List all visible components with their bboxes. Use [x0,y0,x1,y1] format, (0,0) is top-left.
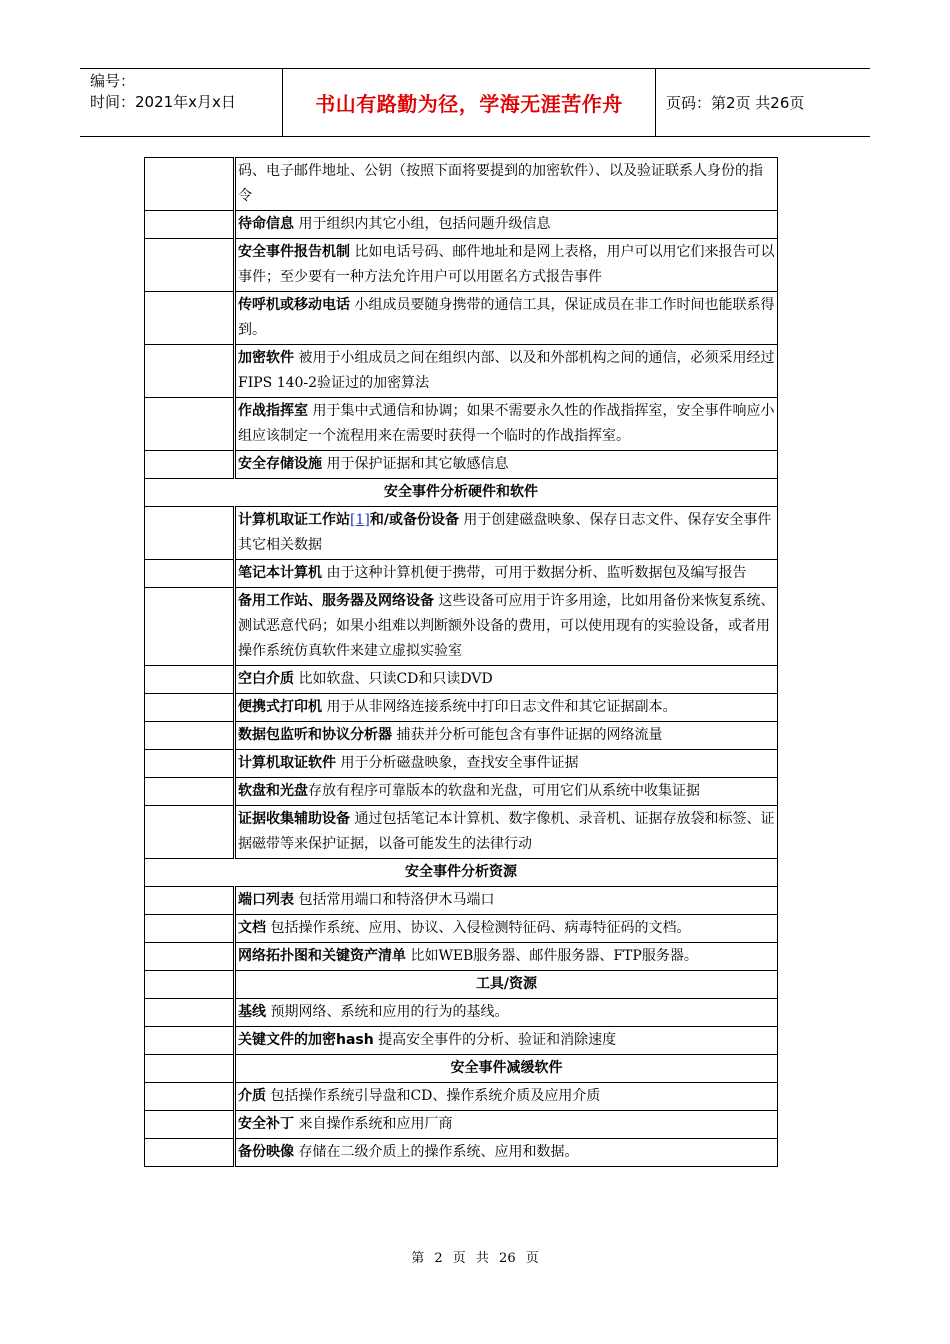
row-desc-text: 包括操作系统、应用、协议、入侵检测特征码、病毒特征码的文档。 [266,920,691,936]
row-term: 计算机取证软件 [238,755,336,771]
row-desc-text: 预期网络、系统和应用的行为的基线。 [266,1004,509,1020]
row-term: 安全补丁 [238,1116,294,1132]
section-title: 安全事件减缓软件 [235,1055,778,1083]
row-desc-text: 码、电子邮件地址、公钥（按照下面将要提到的加密软件）、以及验证联系人身份的指令 [238,163,763,204]
code-label: 编号： [90,72,136,90]
table-row [145,778,778,806]
row-term: 待命信息 [238,216,294,232]
row-desc-text: 用于集中式通信和协调；如果不需要永久性的作战指挥室，安全事件响应小组应该制定一个流程用来在需要时获得一个临时的作战指挥室。 [238,403,775,444]
section-title: 工具/资源 [235,971,778,999]
table-row [145,560,778,588]
row-term: 计算机取证工作站 [238,512,350,528]
table-row [145,943,778,971]
table-row [145,999,778,1027]
table-row [145,694,778,722]
section-header [145,1055,778,1083]
row-term: 传呼机或移动电话 [238,297,350,313]
row-desc-text: 包括常用端口和特洛伊木马端口 [294,892,495,908]
row-term: 备份映像 [238,1144,294,1160]
row-desc-text: 用于组织内其它小组，包括问题升级信息 [294,216,551,232]
section-header [145,971,778,999]
table-row [145,806,778,859]
row-term: 空白介质 [238,671,294,687]
resource-table [144,157,778,1167]
table-row [145,588,778,666]
row-term: 安全事件报告机制 [238,244,350,260]
row-term: 文档 [238,920,266,936]
table-row [145,507,778,560]
table-row [145,722,778,750]
table-row [145,158,778,211]
row-desc-text: 提高安全事件的分析、验证和消除速度 [373,1032,617,1048]
row-desc-text: 用于创建磁盘映象、保存日志文件、保存安全事件其它相关数据 [238,512,772,553]
row-desc-text: 用于保护证据和其它敏感信息 [322,456,509,472]
section-header [145,479,778,507]
row-desc-text: 由于这种计算机便于携带，可用于数据分析、监听数据包及编写报告 [322,565,747,581]
page-footer: 第 2 页 共 26 页 [411,1251,539,1266]
row-desc-text: 比如WEB服务器、邮件服务器、FTP服务器。 [406,948,698,964]
row-desc-text: 通过包括笔记本计算机、数字像机、录音机、证据存放袋和标签、证据磁带等来保护证据，以备可能发生的法律行动 [238,811,775,852]
row-term: 端口列表 [238,892,294,908]
table-row [145,451,778,479]
table-row [145,239,778,292]
section-title: 安全事件分析硬件和软件 [145,479,778,507]
row-desc-text: 这些设备可应用于许多用途，比如用备份来恢复系统、测试恶意代码；如果小组难以判断额外设备的费用，可以使用现有的实验设备，或者用操作系统仿真软件来建立虚拟实验室 [238,593,775,659]
row-term: 便携式打印机 [238,699,322,715]
row-desc-text: 比如软盘、只读CD和只读DVD [294,671,493,687]
table-row [145,398,778,451]
row-desc-text: 被用于小组成员之间在组织内部、以及和外部机构之间的通信，必须采用经过FIPS 140-2验证过的加密算法 [238,350,775,391]
row-term: 网络拓扑图和关键资产清单 [238,948,406,964]
row-term: 备用工作站、服务器及网络设备 [238,593,434,609]
row-term: 安全存储设施 [238,456,322,472]
row-desc-text: 包括操作系统引导盘和CD、操作系统介质及应用介质 [266,1088,601,1104]
row-desc-text: 比如电话号码、邮件地址和是网上表格，用户可以用它们来报告可以事件；至少要有一种方法允许用户可以用匿名方式报告事件 [238,244,775,285]
row-desc-text: 来自操作系统和应用厂商 [294,1116,453,1132]
table-row [145,1083,778,1111]
row-term: 基线 [238,1004,266,1020]
header-meta [80,69,283,136]
table-row [145,750,778,778]
row-term: 和/或备份设备 [369,512,459,528]
row-desc [235,158,778,211]
header-motto: 书山有路勤为径，学海无涯苦作舟 [283,69,656,136]
row-desc-text: 存放有程序可靠版本的软盘和光盘，可用它们从系统中收集证据 [308,783,700,799]
table-row [145,915,778,943]
footnote-link[interactable]: [1] [350,512,370,528]
row-desc-text: 捕获并分析可能包含有事件证据的网络流量 [392,727,663,743]
page-header [80,68,870,137]
table-row [145,666,778,694]
section-header [145,859,778,887]
row-desc-text: 存储在二级介质上的操作系统、应用和数据。 [294,1144,579,1160]
row-term: 关键文件的加密hash [238,1032,374,1048]
row-term: 证据收集辅助设备 [238,811,350,827]
row-term: 加密软件 [238,350,294,366]
time-label: 时间：2021年x月x日 [90,93,236,111]
row-desc-text: 小组成员要随身携带的通信工具，保证成员在非工作时间也能联系得到。 [238,297,775,338]
row-term: 数据包监听和协议分析器 [238,727,392,743]
row-term: 介质 [238,1088,266,1104]
row-term: 软盘和光盘 [238,783,308,799]
table-row [145,887,778,915]
header-page-number: 页码：第2页 共26页 [666,94,805,112]
table-row [145,292,778,345]
section-title: 安全事件分析资源 [145,859,778,887]
table-row [145,1027,778,1055]
table-row [145,1139,778,1167]
table-row [145,1111,778,1139]
row-term: 作战指挥室 [238,403,308,419]
table-row [145,345,778,398]
row-desc-text: 用于分析磁盘映象，查找安全事件证据 [336,755,579,771]
row-desc-text: 用于从非网络连接系统中打印日志文件和其它证据副本。 [322,699,677,715]
table-row [145,211,778,239]
row-term: 笔记本计算机 [238,565,322,581]
